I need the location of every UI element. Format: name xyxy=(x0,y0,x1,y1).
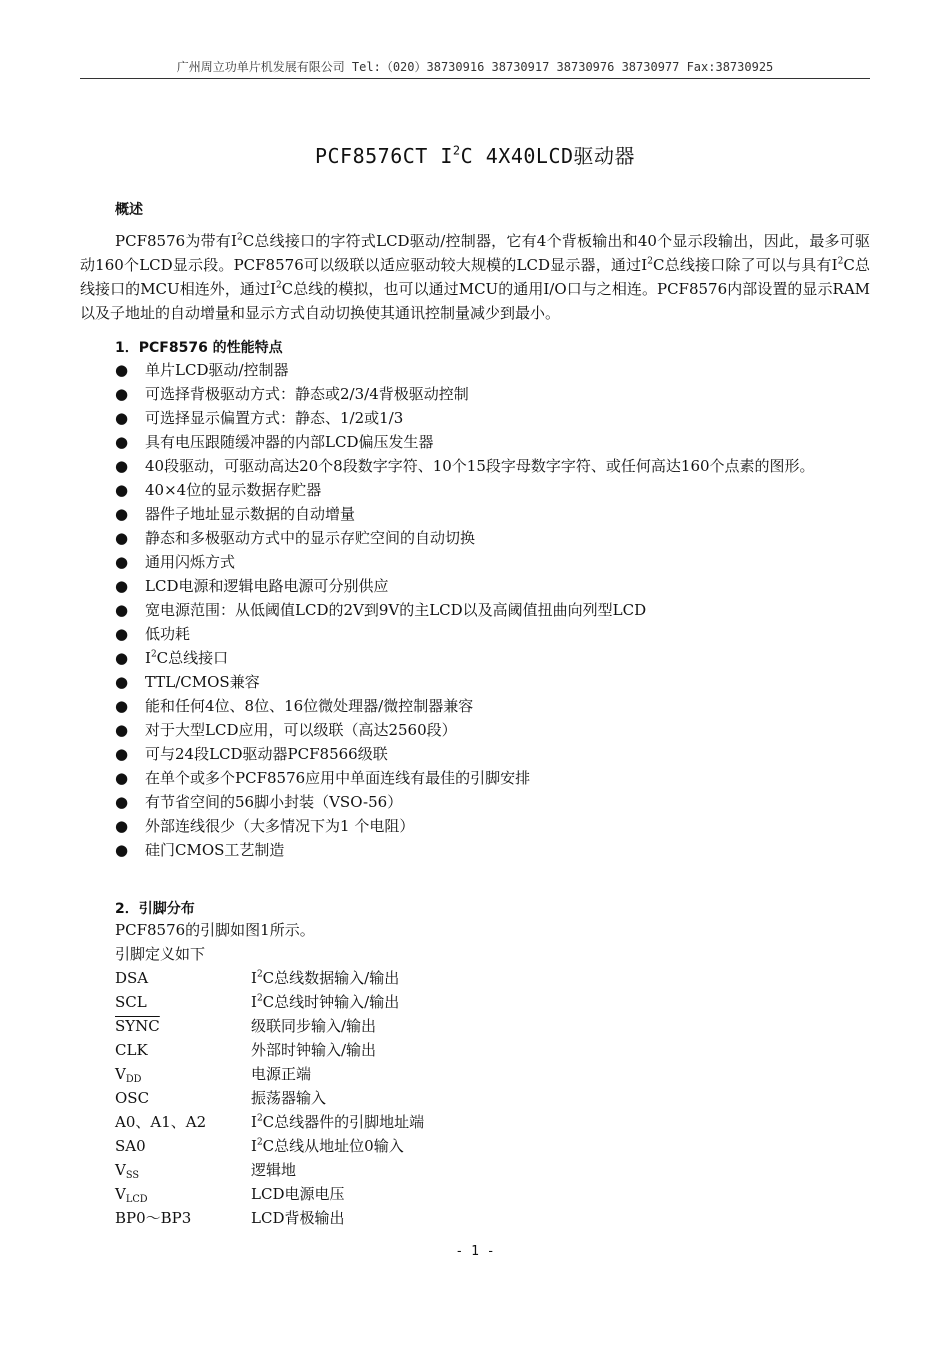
bullet-icon: ● xyxy=(115,673,129,691)
table-row xyxy=(115,966,424,990)
table-row xyxy=(115,1110,424,1134)
feature-item: ● 外部连线很少（大多情况下为1 个电阻） xyxy=(115,814,875,838)
pin-description: $I^2C$总线器件的引脚地址端 xyxy=(251,1113,425,1131)
page-number: - 1 - xyxy=(455,1244,495,1259)
feature-item: ● 在单个或多个PCF8576应用中单面连线有最佳的引脚安排 xyxy=(115,766,875,790)
feature-item: ● 静态和多极驱动方式中的显示存贮空间的自动切换 xyxy=(115,526,875,550)
feature-item: ● 通用闪烁方式 xyxy=(115,550,875,574)
bullet-icon: ● xyxy=(115,649,129,667)
feature-item: ● TTL/CMOS兼容 xyxy=(115,670,875,694)
overview-heading: 概述 xyxy=(115,202,143,218)
pins-intro: PCF8576的引脚如图1所示。 xyxy=(115,921,315,939)
feature-item: ● 低功耗 xyxy=(115,622,875,646)
feature-item: ● 可与24段LCD驱动器PCF8566级联 xyxy=(115,742,875,766)
feature-item: ● 能和任何4位、8位、16位微处理器/微控制器兼容 xyxy=(115,694,875,718)
bullet-icon: ● xyxy=(115,817,129,835)
bullet-icon: ● xyxy=(115,553,129,571)
bullet-icon: ● xyxy=(115,529,129,547)
pin-description: 电源正端 xyxy=(251,1065,312,1083)
table-row xyxy=(115,1182,424,1206)
table-row xyxy=(115,1062,424,1086)
feature-item: ● 40段驱动，可驱动高达20个8段数字字符、10个15段字母数字字符、或任何高达160个点素的图形。 xyxy=(115,454,875,478)
bullet-icon: ● xyxy=(115,601,129,619)
bullet-icon: ● xyxy=(115,745,129,763)
pin-name: $V_{LCD}$ xyxy=(115,1185,148,1205)
pin-name: BP0～BP3 xyxy=(115,1209,192,1227)
feature-item: ● 对于大型LCD应用，可以级联（高达2560段） xyxy=(115,718,875,742)
table-row xyxy=(115,1014,424,1038)
bullet-icon: ● xyxy=(115,481,129,499)
pin-description: 外部时钟输入/输出 xyxy=(251,1041,377,1059)
table-row xyxy=(115,1206,424,1230)
features-heading: 1．PCF8576 的性能特点 xyxy=(115,340,283,356)
pins-subheading: 引脚定义如下 xyxy=(115,945,206,963)
pins-heading: 2．引脚分布 xyxy=(115,901,195,917)
pin-name: SCL xyxy=(115,993,147,1011)
pin-description: LCD电源电压 xyxy=(251,1185,345,1203)
feature-item: ● 单片LCD驱动/控制器 xyxy=(115,358,875,382)
feature-item: ● LCD电源和逻辑电路电源可分别供应 xyxy=(115,574,875,598)
bullet-icon: ● xyxy=(115,697,129,715)
pin-description: $I^2C$总线数据输入/输出 xyxy=(251,969,400,987)
feature-item: ● 硅门CMOS工艺制造 xyxy=(115,838,875,862)
bullet-icon: ● xyxy=(115,769,129,787)
bullet-icon: ● xyxy=(115,361,129,379)
document-title: PCF8576CT $I^2C$ 4X40LCD驱动器 xyxy=(314,143,636,168)
page-header: 广州周立功单片机发展有限公司 Tel:（020）38730916 38730917 38730976 38730977 Fax:38730925 xyxy=(80,58,870,79)
feature-item: ● 有节省空间的56脚小封装（VSO-56） xyxy=(115,790,875,814)
bullet-icon: ● xyxy=(115,721,129,739)
bullet-icon: ● xyxy=(115,457,129,475)
pin-name: A0、A1、A2 xyxy=(115,1113,207,1131)
bullet-icon: ● xyxy=(115,433,129,451)
pin-description: 级联同步输入/输出 xyxy=(251,1017,377,1035)
pin-name: SYNC xyxy=(115,1017,160,1035)
table-row xyxy=(115,1134,424,1158)
pin-name: SA0 xyxy=(115,1137,146,1155)
feature-item: ● 可选择显示偏置方式：静态、1/2或1/3 xyxy=(115,406,875,430)
table-row xyxy=(115,990,424,1014)
bullet-icon: ● xyxy=(115,793,129,811)
pin-name: $V_{DD}$ xyxy=(115,1065,142,1085)
bullet-icon: ● xyxy=(115,385,129,403)
bullet-icon: ● xyxy=(115,505,129,523)
pin-description: 逻辑地 xyxy=(251,1161,297,1179)
feature-item: ● $I^2C$总线接口 xyxy=(115,646,875,670)
bullet-icon: ● xyxy=(115,625,129,643)
bullet-icon: ● xyxy=(115,577,129,595)
pin-description: $I^2C$总线从地址位0输入 xyxy=(251,1137,404,1155)
feature-item: ● 40×4位的显示数据存贮器 xyxy=(115,478,875,502)
pin-description: LCD背极输出 xyxy=(251,1209,345,1227)
bullet-icon: ● xyxy=(115,409,129,427)
feature-item: ● 宽电源范围：从低阈值LCD的2V到9V的主LCD以及高阈值扭曲向列型LCD xyxy=(115,598,875,622)
pin-name: $V_{SS}$ xyxy=(115,1161,140,1181)
feature-item: ● 具有电压跟随缓冲器的内部LCD偏压发生器 xyxy=(115,430,875,454)
feature-item: ● 可选择背极驱动方式：静态或2/3/4背极驱动控制 xyxy=(115,382,875,406)
pin-definition-table xyxy=(115,966,424,1230)
pin-description: 振荡器输入 xyxy=(251,1089,327,1107)
pin-name: CLK xyxy=(115,1041,148,1059)
pin-name: OSC xyxy=(115,1089,150,1107)
features-list xyxy=(115,358,875,862)
table-row xyxy=(115,1158,424,1182)
table-row xyxy=(115,1086,424,1110)
table-row xyxy=(115,1038,424,1062)
bullet-icon: ● xyxy=(115,841,129,859)
overview-paragraph: PCF8576为带有$I^2C$总线接口的字符式LCD驱动/控制器，它有4个背板输出和40个显示段输出，因此，最多可驱动160个LCD显示段。PCF8576可以级联以适应驱动较大规模的LCD显示器，通过$I^2C$总线接口除了可以与具有$I^2C$总线接口的MCU相连外，通过$I^2C$总线的模拟，也可以通过MCU的通用I/O口与之相连。PCF8576内部设置的显示RAM以及子地址的自动增量和显示方式自动切换使其通讯控制量减少到最小。 xyxy=(80,232,871,322)
pin-name: DSA xyxy=(115,969,149,987)
pin-description: $I^2C$总线时钟输入/输出 xyxy=(251,993,400,1011)
feature-item: ● 器件子地址显示数据的自动增量 xyxy=(115,502,875,526)
